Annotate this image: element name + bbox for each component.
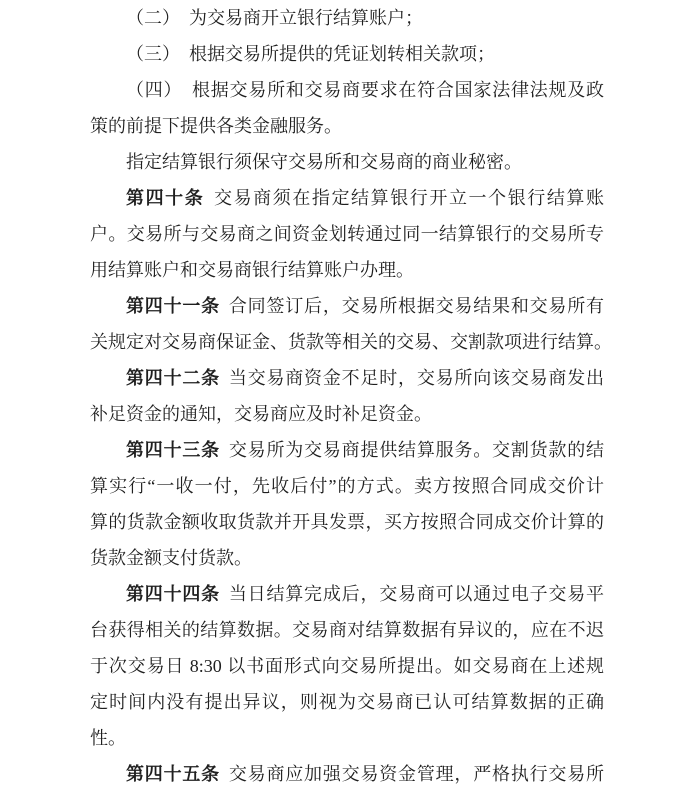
paragraph — [90, 72, 604, 144]
document-body — [90, 0, 612, 785]
text-line: 算的货款金额收取货款并开具发票，买方按照合同成交价计算的 — [90, 512, 604, 532]
text-line: （三） 根据交易所提供的凭证划转相关款项； — [126, 44, 495, 64]
text-line: 用结算账户和交易商银行结算账户办理。 — [90, 260, 414, 280]
text-line: 第四十四条 当日结算完成后，交易商可以通过电子交易平 — [126, 584, 605, 604]
text-line: 第四十条 交易商须在指定结算银行开立一个银行结算账 — [126, 188, 605, 208]
text-line: 货款金额支付货款。 — [90, 548, 252, 568]
text-line: 第四十五条 交易商应加强交易资金管理，严格执行交易所 — [126, 764, 605, 784]
text-line: 第四十三条 交易所为交易商提供结算服务。交割货款的结 — [126, 440, 605, 460]
article-number: 第四十一条 — [126, 296, 220, 316]
article-number: 第四十条 — [126, 188, 205, 208]
article-paragraph — [90, 360, 604, 432]
text-line: 性。 — [90, 728, 126, 748]
text-line: 关规定对交易商保证金、货款等相关的交易、交割款项进行结算。 — [90, 332, 612, 352]
article-paragraph — [90, 576, 604, 756]
text-line: 户。交易所与交易商之间资金划转通过同一结算银行的交易所专 — [90, 224, 604, 244]
text-line: 算实行“一收一付，先收后付”的方式。卖方按照合同成交价计 — [90, 476, 604, 496]
text-line: 定时间内没有提出异议，则视为交易商已认可结算数据的正确 — [90, 692, 604, 712]
paragraph — [90, 144, 604, 180]
text-line: （四） 根据交易所和交易商要求在符合国家法律法规及政 — [126, 80, 604, 100]
article-number: 第四十五条 — [126, 764, 220, 784]
text-line: 第四十一条 合同签订后，交易所根据交易结果和交易所有 — [126, 296, 605, 316]
text-line: 指定结算银行须保守交易所和交易商的商业秘密。 — [126, 152, 522, 172]
text-line: 台获得相关的结算数据。交易商对结算数据有异议的，应在不迟 — [90, 620, 604, 640]
article-number: 第四十二条 — [126, 368, 220, 388]
paragraph — [90, 36, 604, 72]
text-line: 补足资金的通知，交易商应及时补足资金。 — [90, 404, 432, 424]
text-line: 策的前提下提供各类金融服务。 — [90, 116, 342, 136]
article-paragraph — [90, 288, 612, 360]
article-paragraph — [90, 432, 604, 576]
article-paragraph — [90, 756, 604, 785]
paragraph — [90, 0, 604, 36]
article-paragraph — [90, 180, 604, 288]
article-number: 第四十三条 — [126, 440, 220, 460]
article-number: 第四十四条 — [126, 584, 220, 604]
text-line: 于次交易日 8:30 以书面形式向交易所提出。如交易商在上述规 — [90, 656, 604, 676]
text-line: （二） 为交易商开立银行结算账户； — [126, 8, 423, 28]
text-line: 第四十二条 当交易商资金不足时，交易所向该交易商发出 — [126, 368, 605, 388]
